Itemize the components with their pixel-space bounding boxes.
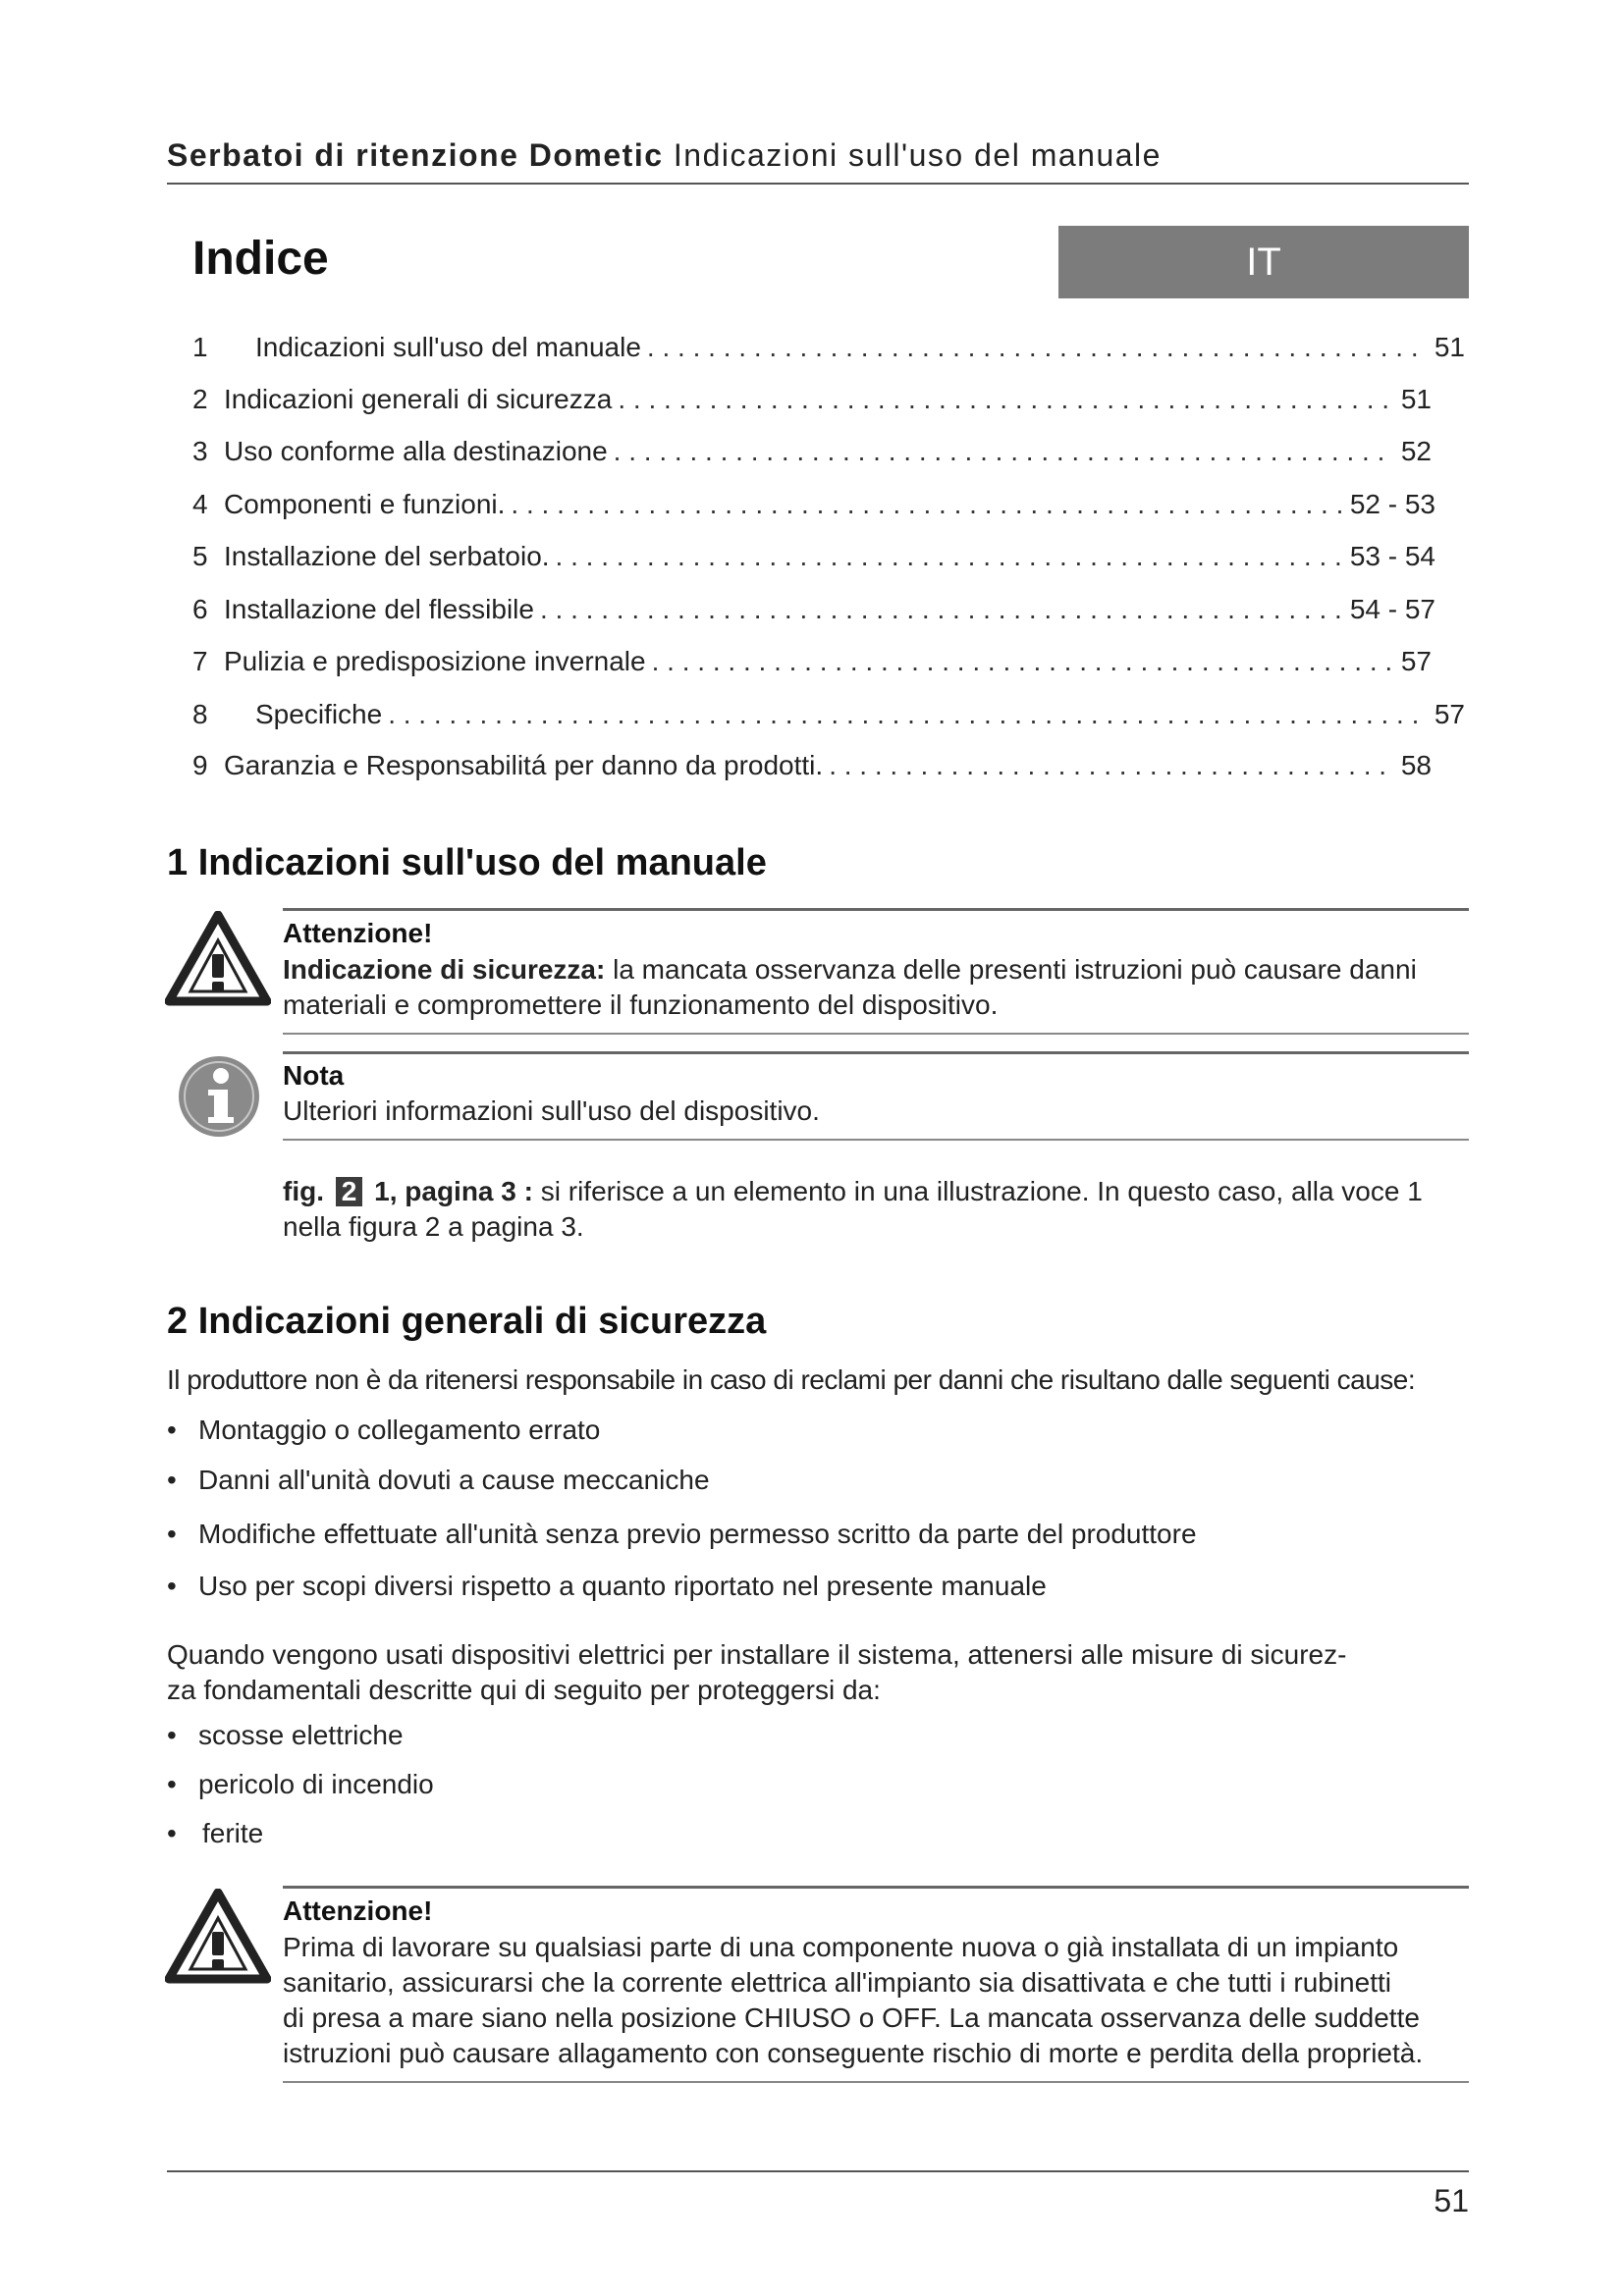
warning-line: sanitario, assicurarsi che la corrente elettrica all'impianto sia disattivata e che tutti i rubinetti xyxy=(283,1967,1391,1998)
toc-leader-dots xyxy=(540,594,1342,625)
section-2-heading: 2 Indicazioni generali di sicurezza xyxy=(167,1301,767,1342)
note-top-rule xyxy=(283,1051,1469,1054)
section-2-intro: Il produttore non è da ritenersi responsabile in caso di reclami per danni che risultano dalle seguenti cause: xyxy=(167,1364,1416,1395)
list-item-text: Modifiche effettuate all'unità senza previo permesso scritto da parte del produttore xyxy=(198,1519,1197,1549)
toc-entry[interactable] xyxy=(192,541,1435,580)
warning-bottom-rule xyxy=(283,1033,1469,1035)
toc-entry-title: Pulizia e predisposizione invernale xyxy=(224,646,646,676)
figure-number-badge: 2 xyxy=(336,1177,363,1206)
warning-top-rule xyxy=(283,1886,1469,1889)
toc-entry-number: 8 xyxy=(192,699,208,729)
toc-entry-page: 57 xyxy=(1434,699,1465,729)
warning-lead: Indicazione di sicurezza: xyxy=(283,954,606,985)
toc-leader-dots xyxy=(614,436,1393,467)
toc-entry-title: Installazione del flessibile xyxy=(224,594,534,624)
section-1-heading: 1 Indicazioni sull'uso del manuale xyxy=(167,842,767,883)
warning-top-rule xyxy=(283,908,1469,911)
toc-entry-page: 52 xyxy=(1400,436,1432,466)
section-2-paragraph xyxy=(167,1637,1473,1708)
list-item: • pericolo di incendio xyxy=(167,1769,434,1799)
index-title: Indice xyxy=(192,233,329,285)
figure-reference-text: si riferisce a un elemento in una illustrazione. In questo caso, alla voce 1 nella figura 2 a pagina 3. xyxy=(283,1176,1423,1242)
list-item: • Uso per scopi diversi rispetto a quanto riportato nel presente manuale xyxy=(167,1571,1047,1601)
header-divider xyxy=(167,183,1469,185)
toc-leader-dots xyxy=(829,750,1393,781)
list-item-text: scosse elettriche xyxy=(198,1720,404,1750)
toc-entry-title: Specifiche xyxy=(255,699,383,729)
warning-title: Attenzione! xyxy=(283,918,433,948)
toc-entry-title: Componenti e funzioni. xyxy=(224,489,506,519)
info-icon xyxy=(177,1054,261,1139)
toc-entry-title: Uso conforme alla destinazione xyxy=(224,436,608,466)
toc-entry-number: 2 xyxy=(192,384,208,414)
toc-entry[interactable] xyxy=(192,699,1465,738)
figure-item-page: 1, pagina 3 : xyxy=(374,1176,533,1206)
toc-entry-number: 6 xyxy=(192,594,208,624)
toc-entry-number: 5 xyxy=(192,541,208,571)
toc-entry-number: 4 xyxy=(192,489,208,519)
warning-text xyxy=(283,1930,1473,2071)
list-item: • Modifiche effettuate all'unità senza previo permesso scritto da parte del produttore xyxy=(167,1519,1197,1549)
toc-entry[interactable] xyxy=(192,594,1435,633)
toc-leader-dots xyxy=(511,489,1341,520)
toc-leader-dots xyxy=(388,699,1427,730)
warning-line: Prima di lavorare su qualsiasi parte di una componente nuova o già installata di un impianto xyxy=(283,1932,1399,1962)
running-header xyxy=(167,137,1162,174)
toc-entry-page: 51 xyxy=(1400,384,1432,414)
toc-entry-number: 1 xyxy=(192,332,208,362)
header-section: Indicazioni sull'uso del manuale xyxy=(673,137,1162,173)
list-item-text: pericolo di incendio xyxy=(198,1769,434,1799)
toc-entry-title: Indicazioni sull'uso del manuale xyxy=(255,332,641,362)
header-brand: Serbatoi di ritenzione Dometic xyxy=(167,137,664,173)
toc-entry-title: Indicazioni generali di sicurezza xyxy=(224,384,613,414)
toc-entry-title: Garanzia e Responsabilitá per danno da prodotti. xyxy=(224,750,824,780)
toc-entry[interactable] xyxy=(192,489,1435,528)
warning-line: di presa a mare siano nella posizione CHIUSO o OFF. La mancata osservanza delle suddette xyxy=(283,2002,1420,2033)
language-tab: IT xyxy=(1058,226,1469,298)
toc-leader-dots xyxy=(647,332,1427,363)
toc-entry-page: 58 xyxy=(1400,750,1432,780)
toc-entry[interactable] xyxy=(192,750,1432,789)
list-item: • Danni all'unità dovuti a cause meccaniche xyxy=(167,1465,710,1495)
footer-divider xyxy=(167,2170,1469,2172)
note-bottom-rule xyxy=(283,1139,1469,1141)
list-item-text: Montaggio o collegamento errato xyxy=(198,1415,601,1445)
toc-entry-number: 3 xyxy=(192,436,208,466)
warning-triangle-icon xyxy=(165,911,271,1007)
toc-entry-number: 7 xyxy=(192,646,208,676)
warning-bottom-rule xyxy=(283,2081,1469,2083)
list-item: • Montaggio o collegamento errato xyxy=(167,1415,601,1445)
toc-entry-page: 54 - 57 xyxy=(1349,594,1435,624)
toc-leader-dots xyxy=(618,384,1393,415)
toc-entry-page: 52 - 53 xyxy=(1349,489,1435,519)
list-item: • ferite xyxy=(167,1818,264,1848)
toc-entry[interactable] xyxy=(192,436,1432,475)
warning-text xyxy=(283,952,1461,1023)
figure-prefix: fig. xyxy=(283,1176,324,1206)
paragraph-line: za fondamentali descritte qui di seguito per proteggersi da: xyxy=(167,1675,881,1705)
toc-entry[interactable] xyxy=(192,646,1432,685)
warning-title: Attenzione! xyxy=(283,1896,433,1926)
toc-entry-page: 51 xyxy=(1434,332,1465,362)
warning-triangle-icon xyxy=(165,1889,271,1985)
warning-body: la mancata osservanza delle presenti istruzioni può causare danni materiali e compromettere il funzionamento del dispositivo. xyxy=(283,954,1417,1020)
toc-entry[interactable] xyxy=(192,332,1465,371)
list-item: • scosse elettriche xyxy=(167,1720,404,1750)
paragraph-line: Quando vengono usati dispositivi elettrici per installare il sistema, attenersi alle misure di sicurez- xyxy=(167,1639,1347,1670)
warning-line: istruzioni può causare allagamento con conseguente rischio di morte e perdita della proprietà. xyxy=(283,2038,1424,2068)
page-number: 51 xyxy=(1434,2183,1469,2218)
toc-entry-title: Installazione del serbatoio. xyxy=(224,541,550,571)
toc-entry-number: 9 xyxy=(192,750,208,780)
toc-entry[interactable] xyxy=(192,384,1432,423)
note-text: Ulteriori informazioni sull'uso del dispositivo. xyxy=(283,1095,820,1126)
toc-entry-page: 57 xyxy=(1400,646,1432,676)
list-item-text: Danni all'unità dovuti a cause meccaniche xyxy=(198,1465,710,1495)
note-title: Nota xyxy=(283,1060,345,1091)
figure-reference-example xyxy=(283,1174,1461,1245)
toc-leader-dots xyxy=(556,541,1342,572)
toc-leader-dots xyxy=(652,646,1393,677)
list-item-text: ferite xyxy=(202,1818,264,1848)
list-item-text: Uso per scopi diversi rispetto a quanto riportato nel presente manuale xyxy=(198,1571,1047,1601)
toc-entry-page: 53 - 54 xyxy=(1349,541,1435,571)
